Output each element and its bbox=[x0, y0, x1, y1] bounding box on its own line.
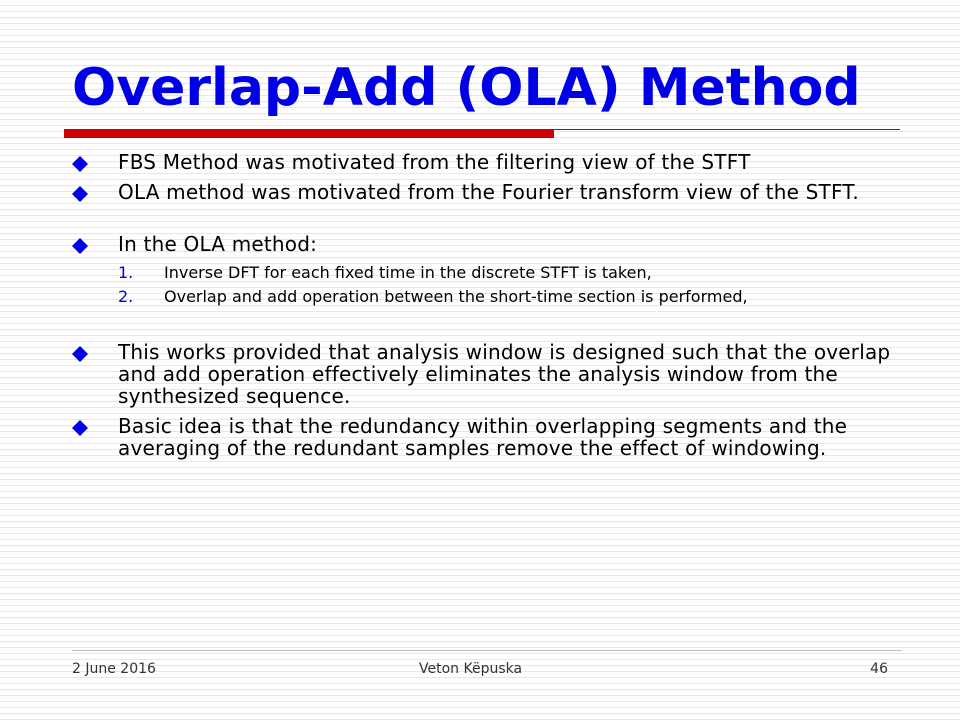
bullet-item bbox=[72, 341, 902, 407]
diamond-bullet-icon bbox=[72, 346, 88, 362]
bullet-text: In the OLA method: bbox=[118, 232, 318, 256]
numbered-list bbox=[72, 263, 902, 306]
bullet-text: This works provided that analysis window is designed such that the overlap and add operation effectively eliminates the analysis window from the synthesized sequence. bbox=[118, 340, 891, 408]
diamond-bullet-icon bbox=[72, 238, 88, 254]
bullet-text: Basic idea is that the redundancy within overlapping segments and the averaging of the redundant samples remove the effect of windowing. bbox=[118, 414, 848, 460]
title-underline-thin bbox=[554, 129, 900, 130]
footer-author: Veton Këpuska bbox=[419, 661, 523, 677]
bullet-item bbox=[72, 415, 902, 459]
title-underline-thick bbox=[64, 129, 554, 138]
bullet-item bbox=[72, 181, 902, 203]
footer-date: 2 June 2016 bbox=[72, 661, 156, 677]
list-item-text: Inverse DFT for each fixed time in the discrete STFT is taken, bbox=[164, 263, 652, 282]
bullet-text: FBS Method was motivated from the filtering view of the STFT bbox=[118, 150, 751, 174]
bullet-item bbox=[72, 151, 902, 173]
bullet-item bbox=[72, 233, 902, 255]
diamond-bullet-icon bbox=[72, 420, 88, 436]
page-number: 46 bbox=[870, 661, 888, 677]
slide-title: Overlap-Add (OLA) Method bbox=[72, 58, 861, 118]
list-number: 2. bbox=[118, 287, 134, 306]
slide-content bbox=[72, 151, 902, 459]
slide-footer bbox=[72, 650, 902, 677]
diamond-bullet-icon bbox=[72, 186, 88, 202]
numbered-list-item bbox=[72, 263, 902, 282]
diamond-bullet-icon bbox=[72, 156, 88, 172]
bullet-text: OLA method was motivated from the Fourier transform view of the STFT. bbox=[118, 180, 859, 204]
list-number: 1. bbox=[118, 263, 134, 282]
list-item-text: Overlap and add operation between the short-time section is performed, bbox=[164, 287, 748, 306]
numbered-list-item bbox=[72, 287, 902, 306]
